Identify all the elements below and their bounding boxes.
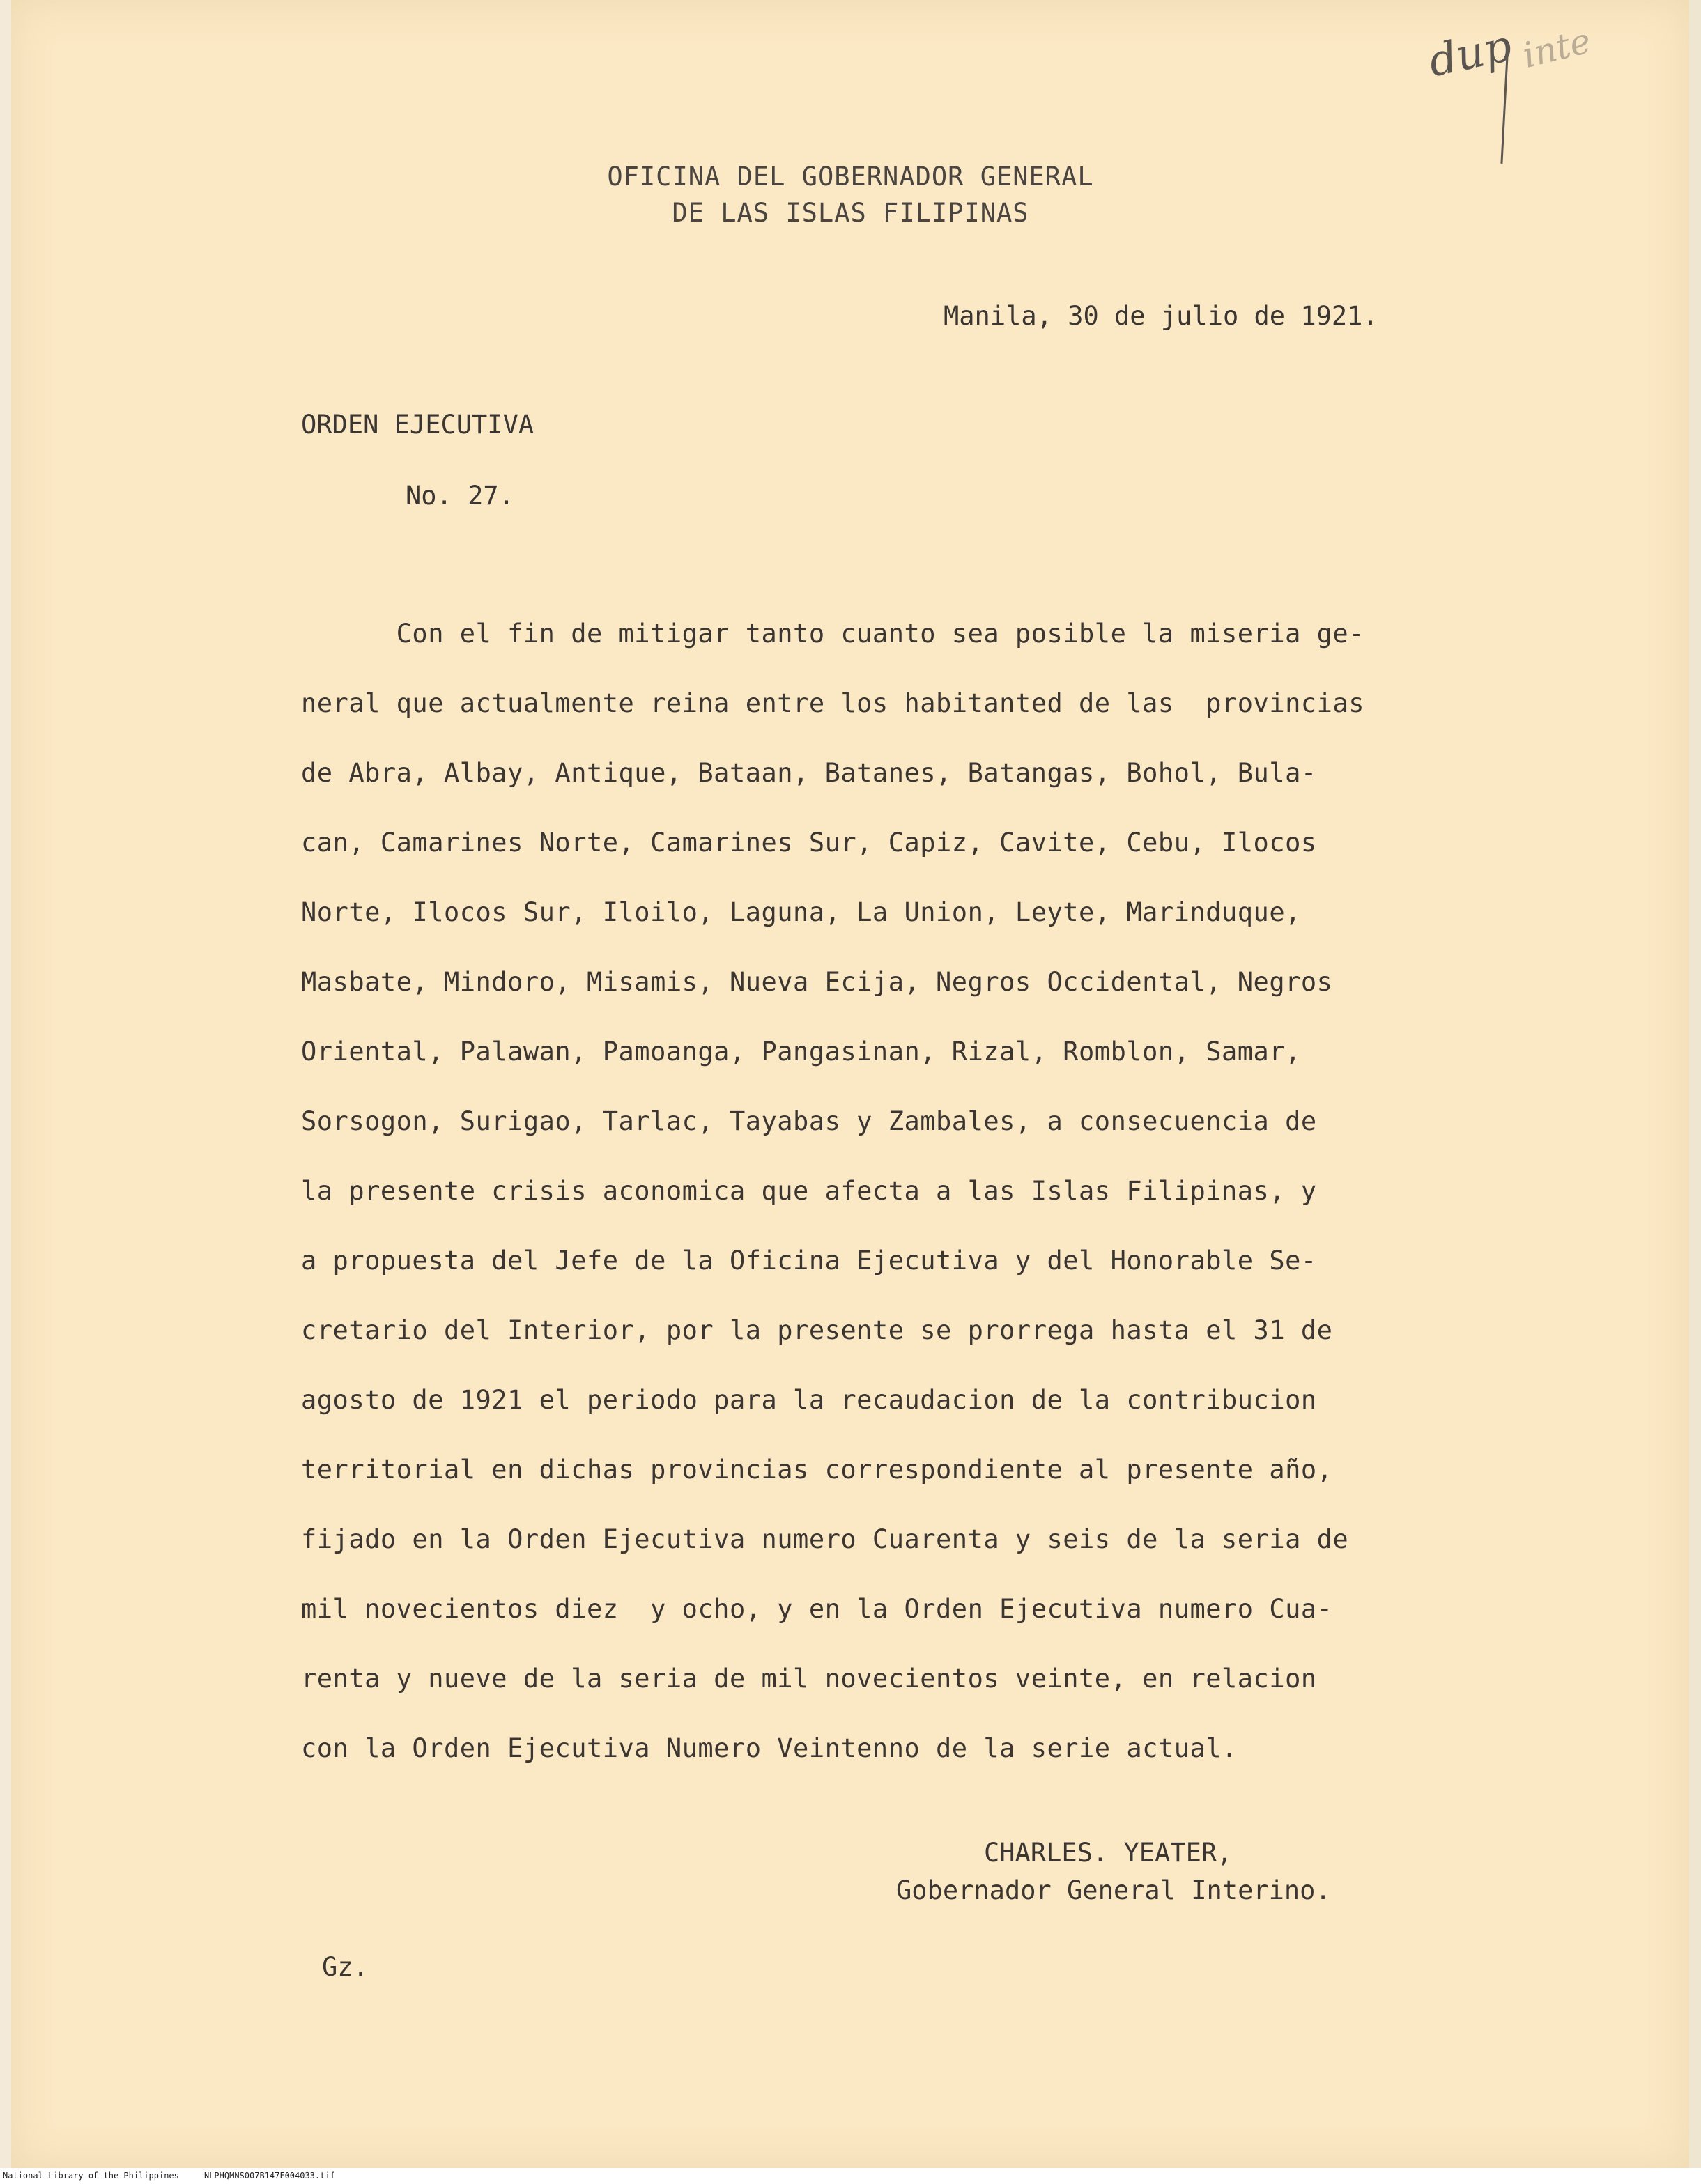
signature-title: Gobernador General Interino. [896,1875,1331,1905]
archive-footer: National Library of the Philippines NLPHQMNS007B147F004033.tif [3,2171,335,2181]
body-line: de Abra, Albay, Antique, Bataan, Batanes, Batangas, Bohol, Bula- [301,758,1317,788]
body-line: Masbate, Mindoro, Misamis, Nueva Ecija, Negros Occidental, Negros [301,967,1333,997]
body-line: agosto de 1921 el periodo para la recaudacion de la contribucion [301,1385,1317,1415]
body-line: can, Camarines Norte, Camarines Sur, Capiz, Cavite, Cebu, Ilocos [301,828,1317,858]
document-page [11,0,1689,2168]
body-line: la presente crisis aconomica que afecta a las Islas Filipinas, y [301,1176,1317,1206]
body-line: mil novecientos diez y ocho, y en la Orden Ejecutiva numero Cua- [301,1594,1333,1624]
body-line: Oriental, Palawan, Pamoanga, Pangasinan, Rizal, Romblon, Samar, [301,1037,1301,1067]
body-line: renta y nueve de la seria de mil novecientos veinte, en relacion [301,1664,1317,1694]
body-line: Norte, Ilocos Sur, Iloilo, Laguna, La Union, Leyte, Marinduque, [301,897,1301,927]
dateline: Manila, 30 de julio de 1921. [944,301,1378,331]
letterhead-line-2: DE LAS ISLAS FILIPINAS [672,198,1029,228]
body-line: fijado en la Orden Ejecutiva numero Cuarenta y seis de la seria de [301,1524,1349,1554]
letterhead-line-1: OFICINA DEL GOBERNADOR GENERAL [607,162,1094,192]
body-line: a propuesta del Jefe de la Oficina Ejecutiva y del Honorable Se- [301,1246,1317,1276]
signature-name: CHARLES. YEATER, [984,1838,1233,1868]
body-line: con la Orden Ejecutiva Numero Veintenno de la serie actual. [301,1733,1238,1763]
scan-edge [0,0,11,2184]
body-line: Con el fin de mitigar tanto cuanto sea posible la miseria ge- [301,619,1364,649]
body-line: territorial en dichas provincias correspondiente al presente año, [301,1455,1333,1485]
handwritten-note-faint: inte [1518,20,1595,76]
body-line: neral que actualmente reina entre los habitanted de las provincias [301,688,1364,718]
body-line: cretario del Interior, por la presente se prorrega hasta el 31 de [301,1315,1333,1345]
body-line: Sorsogon, Surigao, Tarlac, Tayabas y Zambales, a consecuencia de [301,1106,1317,1136]
handwritten-note: dup [1424,20,1516,87]
order-number: No. 27. [406,481,514,511]
order-title: ORDEN EJECUTIVA [301,410,534,440]
typist-initials: Gz. [322,1952,369,1982]
